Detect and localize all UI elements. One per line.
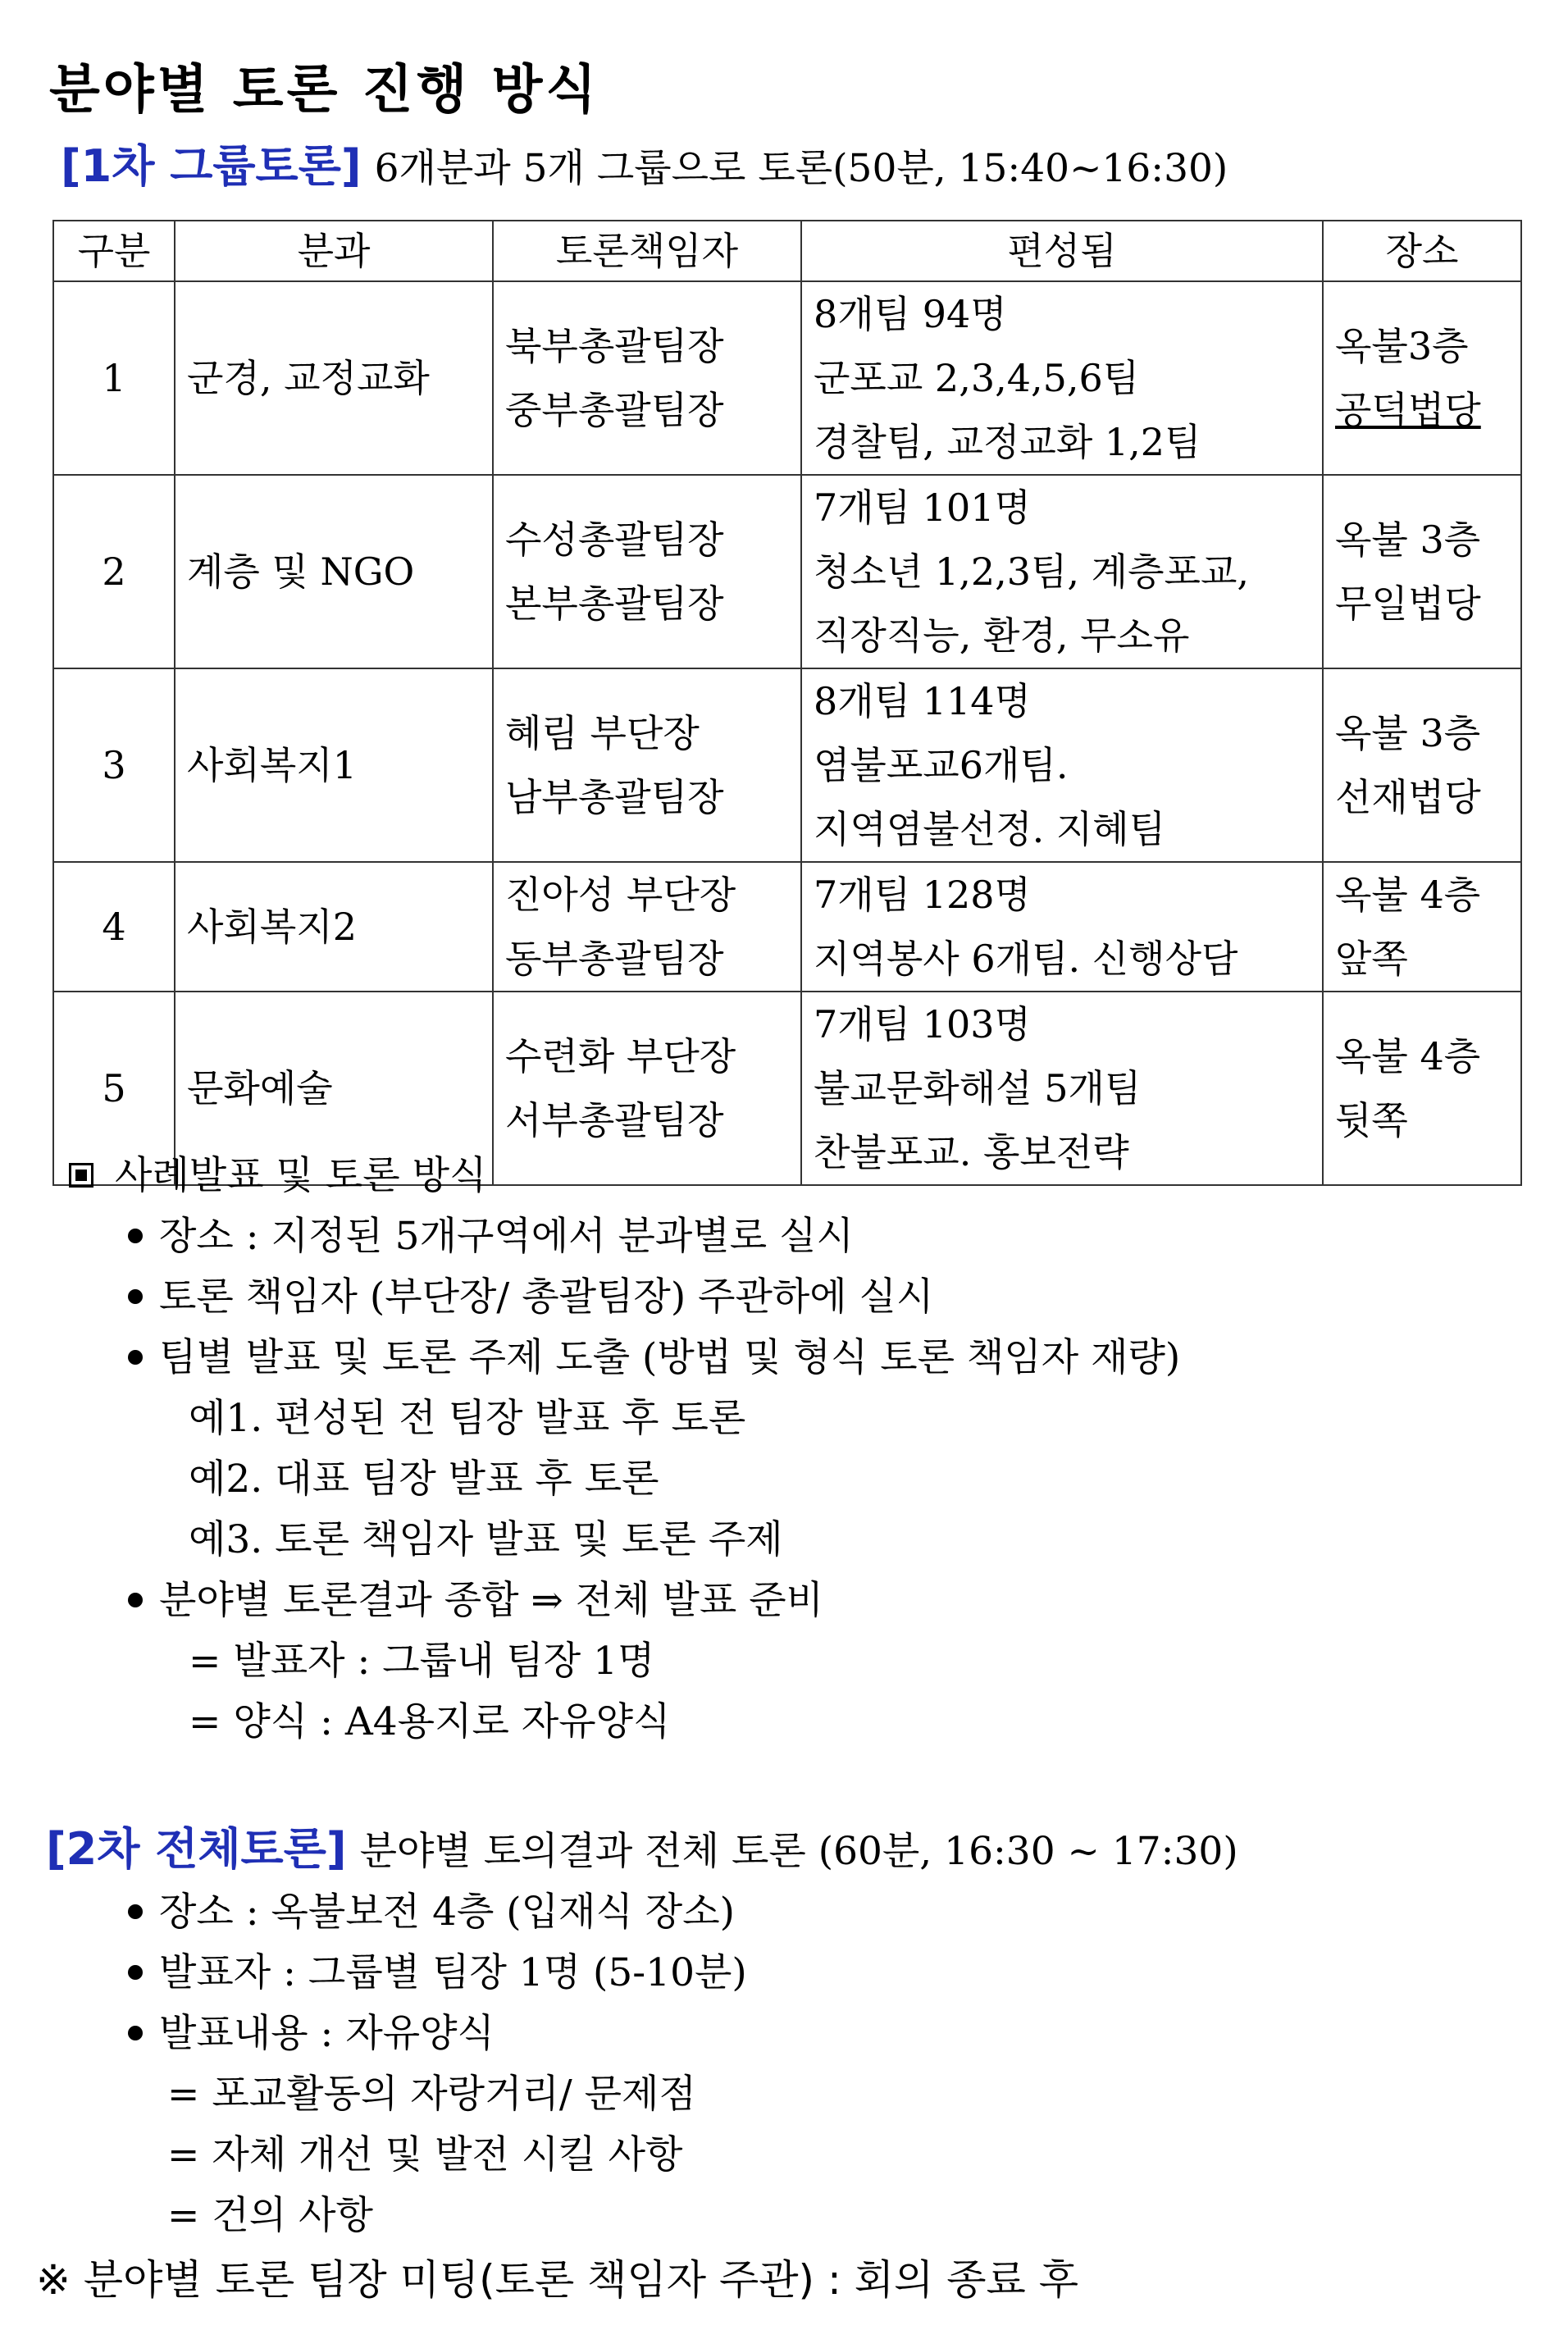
table-row [53,475,1521,668]
row-leaders [493,862,801,992]
row-number: 5 [53,992,175,1185]
header-category: 구분 [53,221,175,281]
round1-description: 6개분과 5개 그룹으로 토론(50분, 15:40~16:30) [374,146,1228,191]
leader-line: 수성총괄팀장 [505,517,724,562]
row-composition [801,281,1323,475]
row-leaders [493,668,801,862]
composition-line: 군포교 2,3,4,5,6팀 [814,356,1140,400]
row-subject: 사회복지1 [175,668,493,862]
round1-heading [61,131,1228,194]
method-heading [69,1151,486,1201]
row-location [1323,862,1521,992]
composition-line: 찬불포교. 홍보전략 [814,1130,1129,1174]
composition-line: 8개팀 114명 [814,679,1031,723]
list-item-text: 발표자 : 그룹별 팀장 1명 (5-10분) [159,1950,747,1995]
leader-line: 동부총괄팀장 [505,937,724,981]
discussion-table [52,220,1522,1186]
detail-item: = 발표자 : 그룹내 팀장 1명 [189,1639,655,1684]
header-composition: 편성됨 [801,221,1323,281]
page-title: 분야별 토론 진행 방식 [49,60,600,121]
list-item [128,2009,495,2059]
location-line: 무일법당 [1335,581,1481,626]
composition-line: 지역염불선정. 지혜팀 [814,807,1166,851]
row-subject: 군경, 교정교화 [175,281,493,475]
list-item [128,1334,1180,1383]
detail-item: = 자체 개선 및 발전 시킬 사항 [167,2132,683,2177]
row-location [1323,668,1521,862]
bullet-icon [128,1904,143,1919]
bullet-icon [128,1965,143,1980]
round2-description: 분야별 토의결과 전체 토론 (60분, 16:30 ~ 17:30) [359,1829,1238,1874]
row-subject: 문화예술 [175,992,493,1185]
table-row [53,668,1521,862]
detail-item: = 포교활동의 자랑거리/ 문제점 [167,2072,696,2117]
leader-line: 수련화 부단장 [505,1034,736,1078]
example-item: 예3. 토론 책임자 발표 및 토론 주제 [189,1517,783,1562]
row-number: 1 [53,281,175,475]
row-composition [801,992,1323,1185]
footnote: ※ 분야별 토론 팀장 미팅(토론 책임자 주관) : 회의 종료 후 [36,2256,1078,2304]
row-composition [801,475,1323,668]
location-line: 옥불3층 [1335,324,1469,368]
round2-label: [2차 전체토론] [46,1823,347,1875]
detail-item: = 건의 사항 [167,2193,373,2238]
table-row [53,862,1521,992]
example-item: 예1. 편성된 전 팀장 발표 후 토론 [189,1396,746,1441]
header-subject: 분과 [175,221,493,281]
bullet-icon [128,2026,143,2040]
row-location [1323,475,1521,668]
location-line: 옥불 3층 [1335,517,1481,562]
composition-line: 불교문화해설 5개팀 [814,1066,1142,1110]
header-leader: 토론책임자 [493,221,801,281]
header-location: 장소 [1323,221,1521,281]
leader-line: 진아성 부단장 [505,873,736,917]
list-item-text: 토론 책임자 (부단장/ 총괄팀장) 주관하에 실시 [159,1274,934,1320]
leader-line: 서부총괄팀장 [505,1098,724,1142]
method-heading-text: 사례발표 및 토론 방식 [115,1153,487,1198]
leader-line: 본부총괄팀장 [505,581,724,626]
location-line: 옥불 4층 [1335,1034,1481,1078]
list-item-text: 분야별 토론결과 종합 ⇒ 전체 발표 준비 [159,1578,824,1623]
list-item [128,1949,747,1998]
bullet-icon [128,1350,143,1365]
location-line: 공덕법당 [1335,388,1481,432]
composition-line: 7개팀 101명 [814,486,1031,530]
table-row [53,281,1521,475]
leader-line: 혜림 부단장 [505,711,700,755]
list-item [128,1212,854,1261]
list-item-text: 팀별 발표 및 토론 주제 도출 (방법 및 형식 토론 책임자 재량) [159,1335,1181,1380]
row-location [1323,281,1521,475]
leader-line: 북부총괄팀장 [505,324,724,368]
composition-line: 염불포교6개팀. [814,743,1069,787]
composition-line: 7개팀 128명 [814,873,1031,917]
location-line: 옥불 3층 [1335,711,1481,755]
bullet-icon [128,1229,143,1243]
row-location [1323,992,1521,1185]
list-item-text: 장소 : 옥불보전 4층 (입재식 장소) [159,1890,735,1935]
square-bullet-icon [69,1163,93,1188]
row-leaders [493,992,801,1185]
row-composition [801,862,1323,992]
leader-line: 남부총괄팀장 [505,775,724,819]
row-leaders [493,281,801,475]
example-item: 예2. 대표 팀장 발표 후 토론 [189,1457,659,1502]
composition-line: 7개팀 103명 [814,1002,1031,1046]
leader-line: 중부총괄팀장 [505,388,724,432]
row-subject: 사회복지2 [175,862,493,992]
list-item [128,1273,933,1322]
list-item-text: 장소 : 지정된 5개구역에서 분과별로 실시 [159,1214,854,1259]
row-leaders [493,475,801,668]
location-line: 앞쪽 [1335,937,1408,981]
detail-item: = 양식 : A4용지로 자유양식 [189,1699,671,1744]
location-line: 선재법당 [1335,775,1481,819]
row-composition [801,668,1323,862]
composition-line: 경찰팀, 교정교화 1,2팀 [814,420,1201,464]
round2-heading [46,1814,1238,1877]
composition-line: 8개팀 94명 [814,292,1007,336]
round1-label: [1차 그룹토론] [61,140,362,192]
bullet-icon [128,1593,143,1607]
row-number: 3 [53,668,175,862]
list-item [128,1576,823,1625]
row-number: 4 [53,862,175,992]
location-line: 뒷쪽 [1335,1098,1408,1142]
table-header-row [53,221,1521,281]
list-item [128,1888,735,1937]
composition-line: 직장직능, 환경, 무소유 [814,613,1190,658]
row-subject: 계층 및 NGO [175,475,493,668]
list-item-text: 발표내용 : 자유양식 [159,2011,495,2056]
composition-line: 지역봉사 6개팀. 신행상담 [814,937,1238,981]
location-line: 옥불 4층 [1335,873,1481,917]
row-number: 2 [53,475,175,668]
bullet-icon [128,1289,143,1304]
composition-line: 청소년 1,2,3팀, 계층포교, [814,549,1250,594]
